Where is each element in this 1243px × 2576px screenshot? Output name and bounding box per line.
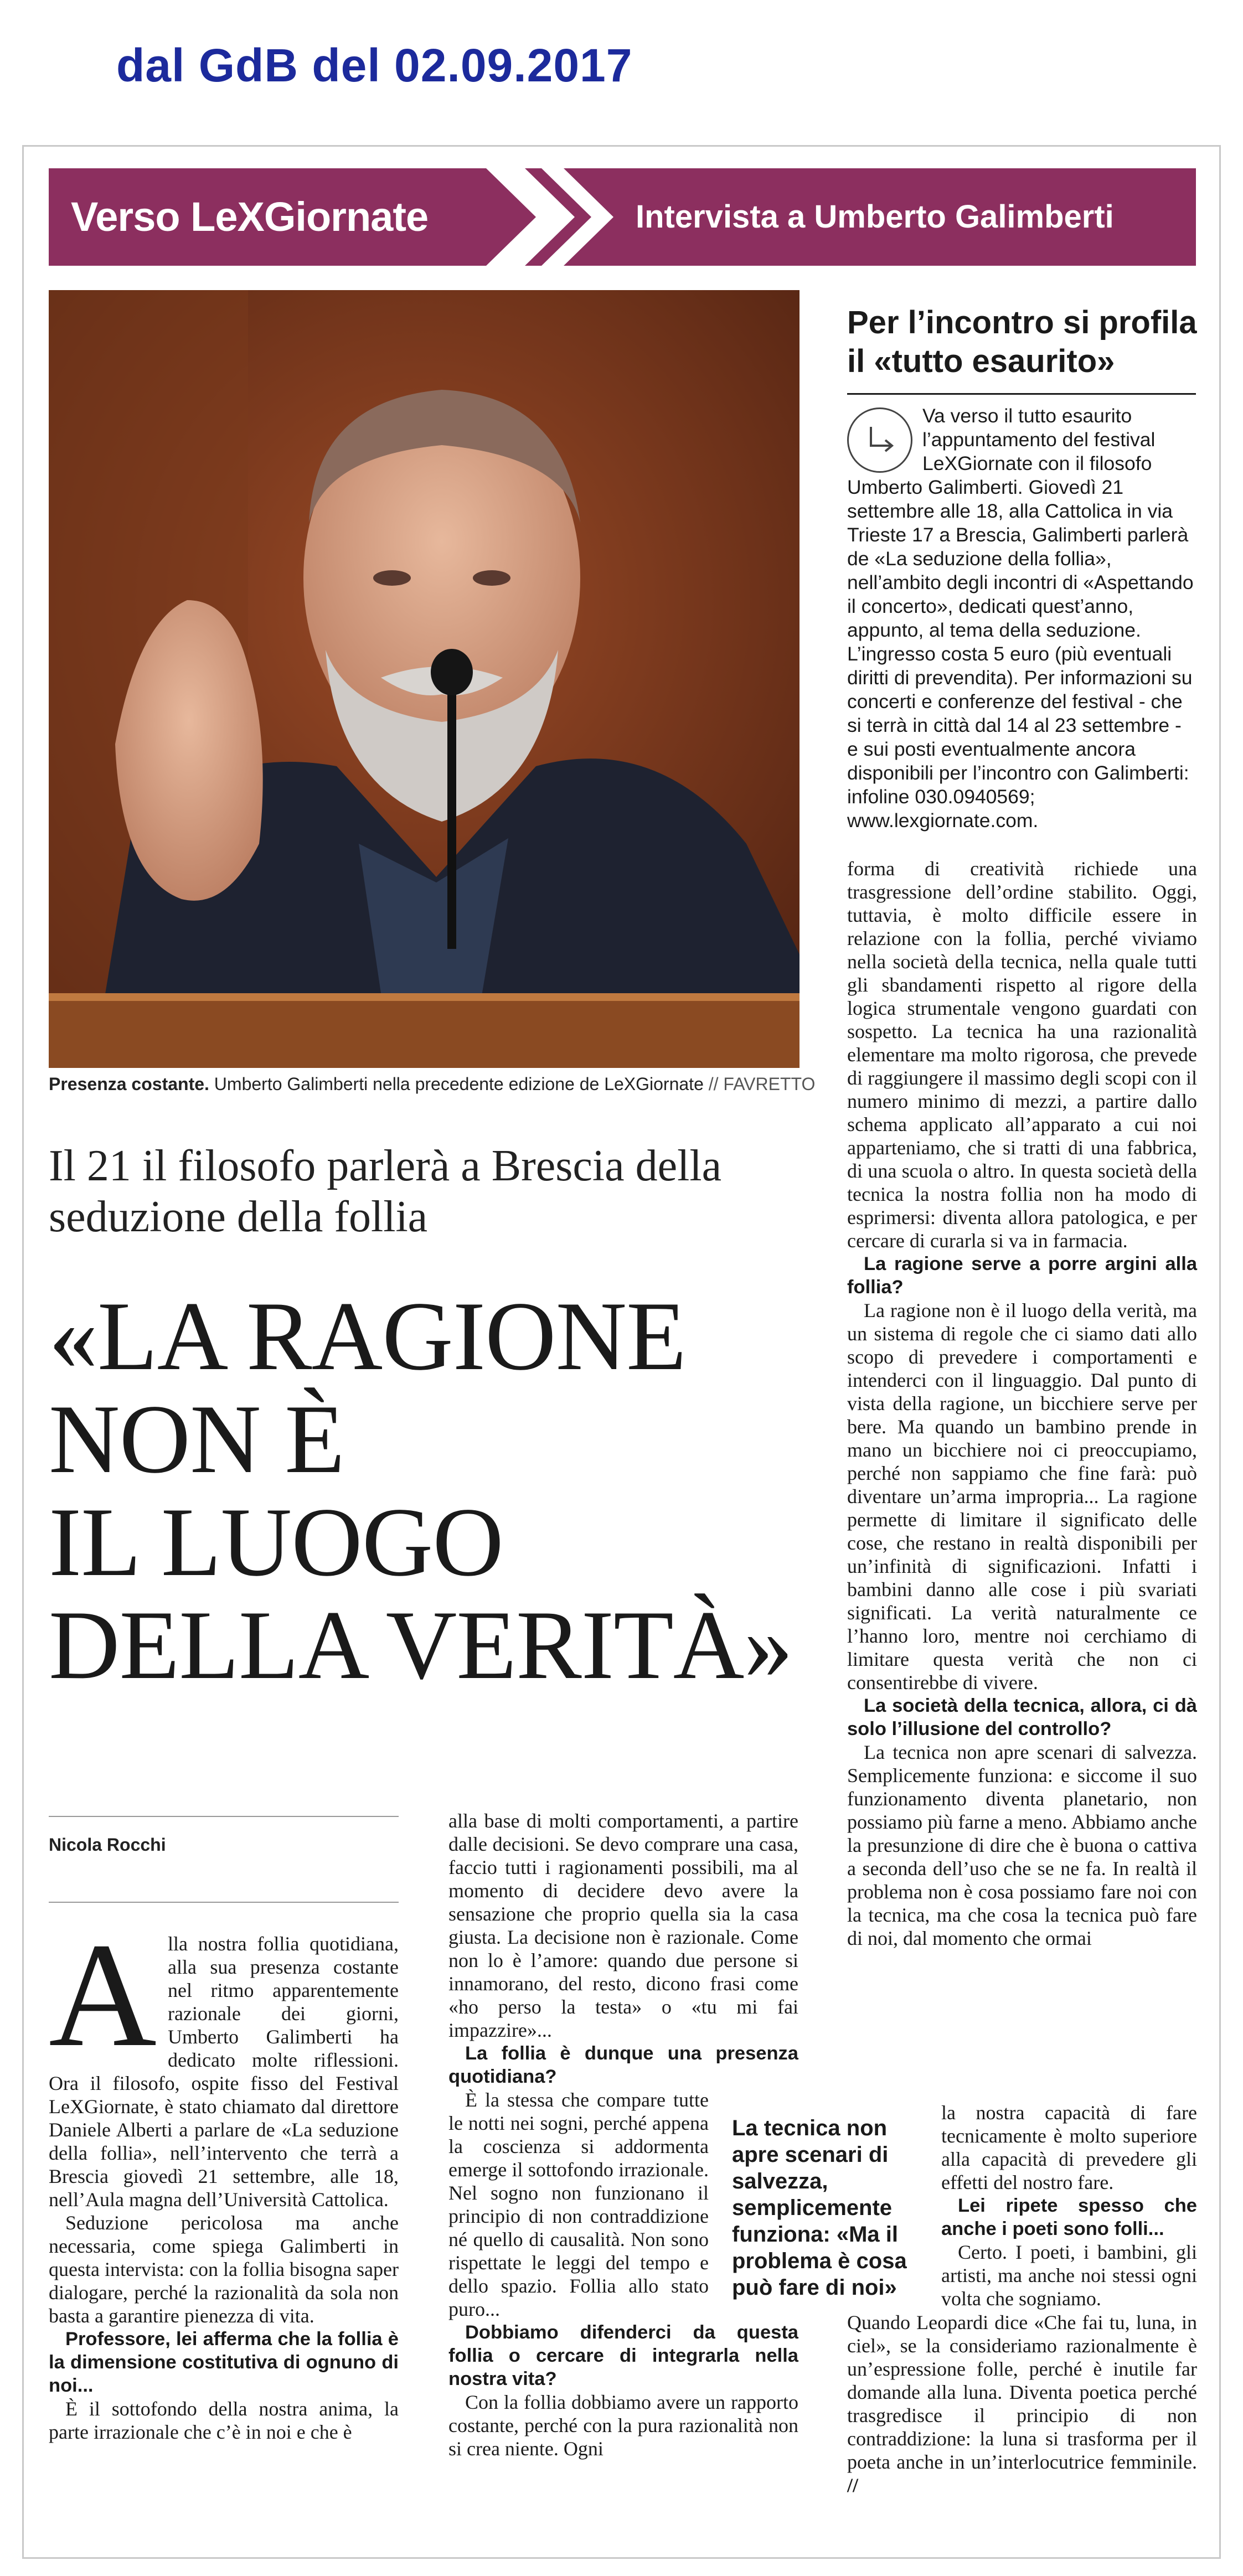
interview-question: Lei ripete spesso che anche i poeti sono folli... (941, 2195, 1197, 2239)
source-line: dal GdB del 02.09.2017 (116, 39, 633, 91)
banner-right-label: Intervista a Umberto Galimberti (636, 199, 1114, 235)
interview-question: Dobbiamo difenderci da questa follia o cercare di integrarla nella nostra vita? (448, 2322, 798, 2389)
article-column-3-continued (941, 2101, 1197, 2310)
sidebar-body (847, 404, 1196, 833)
article-column-3 (847, 857, 1197, 1950)
byline: Nicola Rocchi (49, 1835, 166, 1855)
section-banner (49, 168, 1196, 266)
article-paragraph: È la stessa che compare tutte le notti nei sogni, perché appena la coscienza si addormenta emerge il sottofondo irrazionale. Nel sogno non funzionano il principio di non contraddizione né quello di causalità. Non sono rispettate le leggi del tempo e dello spazio. Follia allo stato puro... (448, 2089, 709, 2320)
sidebar-title: Per l’incontro si profila il «tutto esaurito» (847, 304, 1197, 379)
portrait-photo (49, 290, 800, 1068)
end-mark: // (847, 2474, 859, 2496)
byline-divider-top (49, 1816, 399, 1817)
photo-caption (49, 1074, 816, 1095)
interview-question: La società della tecnica, allora, ci dà solo l’illusione del controllo? (847, 1695, 1197, 1739)
article-column-1 (49, 1912, 399, 2444)
interview-question: Professore, lei afferma che la follia è la dimensione costitutiva di ognuno di noi... (49, 2329, 399, 2396)
article-column-3-end (847, 2311, 1197, 2497)
arrow-return-icon (847, 407, 912, 473)
article-paragraph: la nostra capacità di fare tecnicamente è molto superiore alla capacità di prevedere gli effetti del nostro fare. (941, 2102, 1197, 2193)
headline: «LA RAGIONE NON È IL LUOGO DELLA VERITÀ» (49, 1281, 793, 1700)
interview-question: La ragione serve a porre argini alla follia? (847, 1253, 1197, 1298)
byline-divider-bottom (49, 1902, 399, 1903)
sidebar-divider (847, 393, 1196, 395)
interview-question: La follia è dunque una presenza quotidiana? (448, 2043, 798, 2087)
caption-bold: Presenza costante. (49, 1074, 209, 1094)
kicker: Il 21 il filosofo parlerà a Brescia della seduzione della follia (49, 1142, 722, 1241)
banner-left-label: Verso LeXGiornate (71, 194, 429, 240)
article-paragraph: La ragione non è il luogo della verità, ma un sistema di regole che ci siamo dati allo scopo di prevedere i comportamenti e intenderci con il linguaggio. Dal punto di vista della ragione, un bicchiere serve per bere. Ma quando un bambino prende in mano un bicchiere noi ci preoccupiamo, perché non sappiamo che fine farà: può diventare un’arma impropria... La ragione permette di limitare il significato delle cose, che restano in realtà disponibili per un’infinità di significazioni. Infatti i bambini danno alle cose i più svariati significati. La verità naturalmente ce l’hanno loro, mentre noi cerchiamo di limitare questa verità che non ci consentirebbe di vivere. (847, 1299, 1197, 1694)
article-paragraph (49, 1912, 399, 2211)
article-paragraph: È il sottofondo della nostra anima, la parte irrazionale che c’è in noi e che è (49, 2398, 399, 2443)
article-paragraph: Seduzione pericolosa ma anche necessaria, come spiega Galimberti in questa intervista: con la follia bisogna saper dialogare, perché la razionalità da sola non basta a garantire pienezza di vita. (49, 2212, 399, 2327)
sidebar-text: Va verso il tutto esaurito l’appuntamento del festival LeXGiornate con il filosofo Umberto Galimberti. Giovedì 21 settembre alle 18, alla Cattolica in via Trieste 17 a Brescia, Galimberti parlerà de «La seduzione della follia», nell’ambito degli incontri di «Aspettando il concerto», dedicati quest’anno, appunto, al tema della seduzione. L’ingresso costa 5 euro (più eventuali diritti di prevendita). Per informazioni su concerti e conferenze del festival - che si terrà in città dal 14 al 23 settembre - e sui posti eventualmente ancora disponibili per l’incontro con Galimberti: infoline 030.0940569; www.lexgiornate.com. (847, 405, 1194, 832)
article-closing-text: Quando Leopardi dice «Che fai tu, luna, in ciel», se la consideriamo razionalmente è un’espressione folle, perché è inutile far domande alla luna. Diventa poetica perché trasgredisce il principio di non contraddizione: la luna si trasforma per il poeta anche in un’interlocutrice femminile. (847, 2311, 1197, 2473)
pull-quote: La tecnica non apre scenari di salvezza, semplicemente funziona: «Ma il problema è cosa può fare di noi» (732, 2115, 920, 2301)
article-paragraph: Certo. I poeti, i bambini, gli artisti, ma anche noi stessi ogni volta che sogniamo. (941, 2241, 1197, 2310)
caption-text: Umberto Galimberti nella precedente edizione de LeXGiornate (209, 1074, 704, 1094)
article-paragraph: forma di creatività richiede una trasgressione dell’ordine stabilito. Oggi, tuttavia, è molto difficile essere in relazione con la follia, perché viviamo nella società della tecnica, nella quale tutti gli sbandamenti rispetto al rigore della logica strumentale vengono guardati con sospetto. La tecnica ha una razionalità elementare ma molto rigorosa, che prevede di raggiungere il massimo degli scopi con il numero minimo di mezzi, a partire dallo schema applicato all’apparato a cui noi apparteniamo, che si tratti di una fabbrica, di una scuola o altro. In questa società della tecnica la nostra follia non ha modo di esprimersi: diventa allora patologica, e per cercare di curarla si va in farmacia. (847, 858, 1197, 1252)
caption-credit: // FAVRETTO (703, 1074, 816, 1094)
article-paragraph: Con la follia dobbiamo avere un rapporto costante, perché con la pura razionalità non si crea niente. Ogni (448, 2391, 798, 2460)
article-paragraph (847, 2311, 1197, 2497)
dropcap: A (49, 1912, 157, 2078)
article-paragraph: alla base di molti comportamenti, a partire dalle decisioni. Se devo comprare una casa, faccio tutti i ragionamenti possibili, ma al momento di decidere devo avere la sensazione che proprio quella sia la casa giusta. La decisione non è razionale. Come non lo è l’amore: quando due persone si innamorano, del resto, dicono frasi come «ho perso la testa» o «tu mi fai impazzire»... (448, 1810, 798, 2041)
article-lead: lla nostra follia quotidiana, alla sua presenza costante nel ritmo apparentemente razionale dei giorni, Umberto Galimberti ha dedicato molte riflessioni. Ora il filosofo, ospite fisso del Festival LeXGiornate, è stato chiamato dal direttore Daniele Alberti a parlare de «La seduzione della follia», nell’intervento che terrà a Brescia giovedì 21 settembre, alle 18, nell’Aula magna dell’Università Cattolica. (49, 1933, 399, 2211)
article-paragraph: La tecnica non apre scenari di salvezza. Semplicemente funziona: e siccome il suo funzionamento diventa planetario, non possiamo più farne a meno. Abbiamo anche la presunzione di dire che è buona o cattiva a seconda dell’uso che se ne fa. In realtà il problema non è cosa possiamo fare noi con la tecnica, ma che cosa la tecnica può fare di noi, dal momento che ormai (847, 1741, 1197, 1949)
